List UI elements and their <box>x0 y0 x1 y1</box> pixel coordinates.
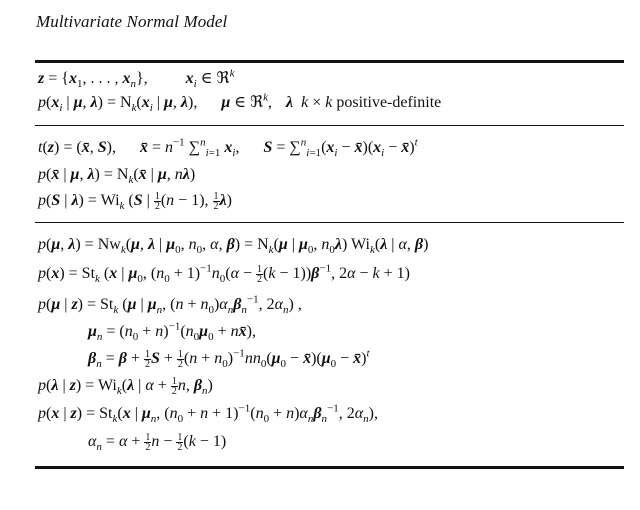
mu-n-line: $\mu_n = (n_0 + n)^{-1}(n_0\mu_0$ + nx̄), <box>88 320 256 344</box>
predictive-line: p(x | $z) = St_k(x$ | $\mu_n$, $(n_0 + n + 1)^{-1}(n_0 + n)\alpha_n\beta_n^{-1}$, $2\alpha_n$), <box>38 402 378 426</box>
marginal-line: $p(x) = St_k$ (x | $\mu_0$, $(n_0 + 1)^{-1}n_0(\alpha$ − $\frac{1}{2}$ $(k - 1))\beta^{-1}$, 2α − k + 1) <box>38 262 410 286</box>
page-title: Multivariate Normal Model <box>36 12 228 31</box>
rule-1 <box>35 125 624 126</box>
model-likelihood-line: $p(x_i$ | μ, $\lambda) = N_k(x_i$ | μ, λ), μ ∈ ℜ$^k$, λ k × k positive-definite <box>38 91 442 115</box>
posterior-mu-line: p(μ | $z) = St_k$ (μ | $\mu_n$, $(n + n_0)\alpha_n\beta_n^{-1}$, $2\alpha_n$) , <box>38 293 302 317</box>
model-data-line: $z = \{x_1$, . . . , $x_n$}, $x_i$ ∈ ℜ$^k$ <box>38 67 235 91</box>
rule-2 <box>35 222 624 223</box>
beta-n-line: $\beta_n = \beta$ + $\frac{1}{2}$ S + $\frac{1}{2}$ $(n + n_0)^{-1}nn_0(\mu_0$ − $x̄)(\mu_0$ − x̄)$^t$ <box>88 347 370 371</box>
alpha-n-line: $\alpha_n = \alpha$ + $\frac{1}{2}$ n − $\frac{1}{2}$ (k − 1) <box>88 432 227 454</box>
sufficient-statistic-line: t(z) = (x̄, S), x̄ = $n^{-1}$ ∑$^n_{i=1}$ $x_i$, $S = \sum^n_{i=1}(x_i$ − $x̄)(x_i$ − x̄)$^t$ <box>38 136 418 160</box>
posterior-lambda-line: p(λ | $z) = Wi_k(\lambda$ | α + $\frac{1}{2}$ n, $\beta_n$) <box>38 376 213 398</box>
bottom-rule <box>35 466 624 469</box>
xbar-distribution-line: p(x̄ | μ, $\lambda) = N_k(x̄$ | μ, nλ) <box>38 166 196 187</box>
top-rule <box>35 60 624 63</box>
prior-line: p(μ, $\lambda) = Nw_k(\mu$, λ | $\mu_0$, $n_0$, α, $\beta) = N_k(\mu$ | $\mu_0$, $n_0\lambda$) $Wi_k(\lambda$ | α, β) <box>38 236 429 257</box>
s-distribution-line: p(S | $\lambda) = Wi_k$ (S | $\frac{1}{2}$ (n − 1), $\frac{1}{2}$ λ) <box>38 191 232 213</box>
